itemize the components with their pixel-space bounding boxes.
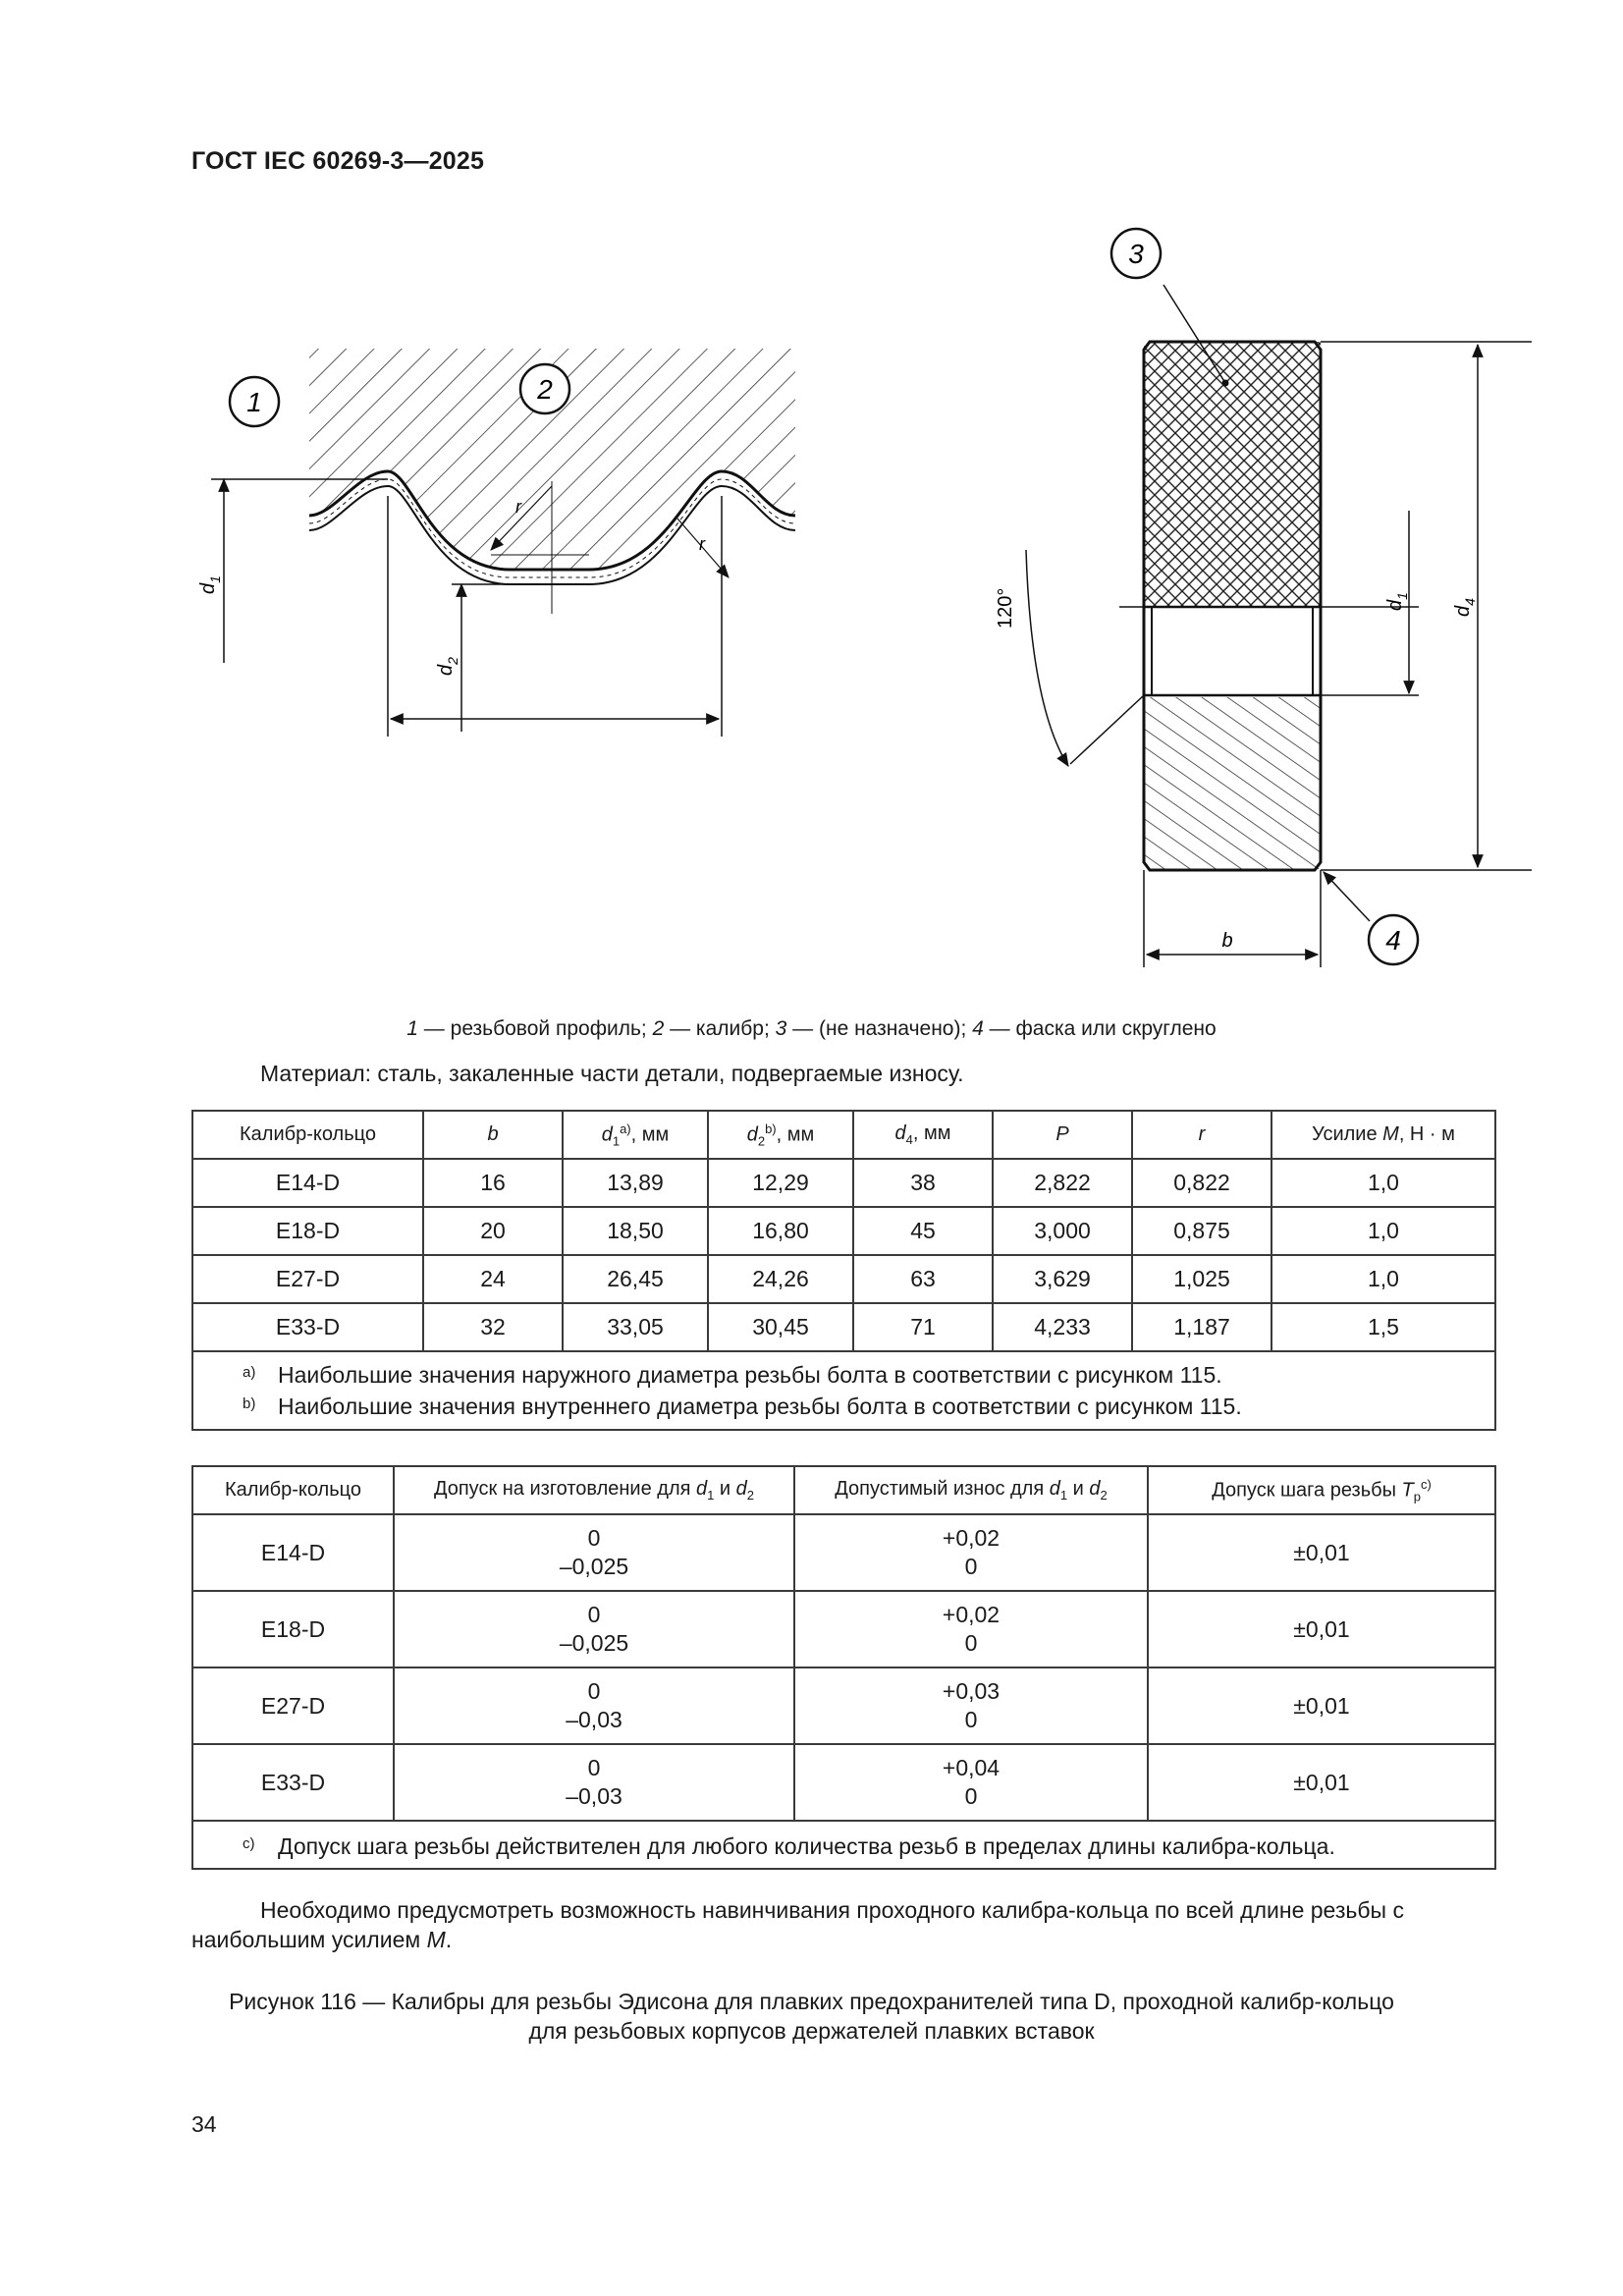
header-gauge: Калибр-кольцо	[192, 1111, 423, 1159]
header-wear: Допустимый износ для $d_1$ и $d_2$	[794, 1466, 1148, 1514]
dim-d2: $d_2$	[435, 657, 460, 676]
header-b: b	[423, 1111, 563, 1159]
dim-b: b	[1221, 930, 1233, 952]
table-row: E14-D 16 13,89 12,29 38 2,822 0,822 1,0	[192, 1159, 1495, 1207]
material-note: Материал: сталь, закаленные части детали, подвергаемые износу.	[260, 1061, 964, 1086]
page-number: 34	[191, 2111, 217, 2137]
dim-r1: r	[515, 497, 521, 517]
header-mfg-tolerance: Допуск на изготовление для $d_1$ и $d_2$	[394, 1466, 794, 1514]
table-header-row	[192, 1466, 1495, 1514]
gauge-drawing	[0, 0, 1623, 1021]
table-row: E33-D 0 –0,03 +0,04 0 ±0,01	[192, 1744, 1495, 1821]
callout-1: 1	[246, 387, 262, 417]
footnote-a: a) Наибольшие значения наружного диаметра резьбы болта в соответствии с рисунком 115.	[243, 1362, 1222, 1388]
header-p: P	[993, 1111, 1132, 1159]
document-header: ГОСТ IEC 60269-3—2025	[191, 147, 485, 175]
ring-gauge-section-view	[995, 229, 1532, 967]
dim-d1-right: $d_1$	[1384, 592, 1410, 611]
dim-d4: $d_4$	[1452, 598, 1478, 617]
table-footnotes	[192, 1821, 1495, 1869]
header-r: r	[1132, 1111, 1271, 1159]
table-row: E18-D 0 –0,025 +0,02 0 ±0,01	[192, 1591, 1495, 1667]
gauge-tolerance-table	[191, 1465, 1496, 1870]
dim-d1-left: $d_1$	[197, 575, 223, 594]
callout-4: 4	[1385, 925, 1401, 956]
body-paragraph: Необходимо предусмотреть возможность навинчивания проходного калибра-кольца по всей длине резьбы с наибольшим усилием M.	[191, 1897, 1404, 1952]
table-row: E27-D 0 –0,03 +0,03 0 ±0,01	[192, 1667, 1495, 1744]
callout-2: 2	[537, 374, 553, 405]
gauge-dimensions-table	[191, 1110, 1496, 1431]
footnote-c: c) Допуск шага резьбы действителен для любого количества резьб в пределах длины калибра-кольца.	[192, 1821, 1495, 1869]
table-footnotes	[192, 1351, 1495, 1430]
callout-3: 3	[1128, 239, 1144, 269]
table-row: E14-D 0 –0,025 +0,02 0 ±0,01	[192, 1514, 1495, 1591]
header-d1: $d_1^{a)}$, мм	[563, 1111, 708, 1159]
dim-angle: 120°	[995, 587, 1016, 629]
table-header-row	[192, 1111, 1495, 1159]
header-d2: $d_2^{b)}$, мм	[708, 1111, 853, 1159]
header-force: Усилие M, Н · м	[1271, 1111, 1495, 1159]
header-pitch-tolerance: Допуск шага резьбы $T_p^{c)}$	[1148, 1466, 1495, 1514]
header-gauge: Калибр-кольцо	[192, 1466, 394, 1514]
table-row: E27-D 24 26,45 24,26 63 3,629 1,025 1,0	[192, 1255, 1495, 1303]
figure-legend: 1 — резьбовой профиль; 2 — калибр; 3 — (не назначено); 4 — фаска или скруглено	[406, 1017, 1217, 1040]
dim-r2: r	[699, 534, 705, 554]
thread-profile-view	[197, 349, 795, 737]
table-row: E18-D 20 18,50 16,80 45 3,000 0,875 1,0	[192, 1207, 1495, 1255]
table-row: E33-D 32 33,05 30,45 71 4,233 1,187 1,5	[192, 1303, 1495, 1351]
footnote-b: b) Наибольшие значения внутреннего диаметра резьбы болта в соответствии с рисунком 115.	[243, 1394, 1242, 1419]
header-d4: $d_4$, мм	[853, 1111, 993, 1159]
figure-caption: Рисунок 116 — Калибры для резьбы Эдисона для плавких предохранителей типа D, проходной калибр-кольцо для резьбовых корпусов держателей плавких вставок	[229, 1989, 1394, 2044]
